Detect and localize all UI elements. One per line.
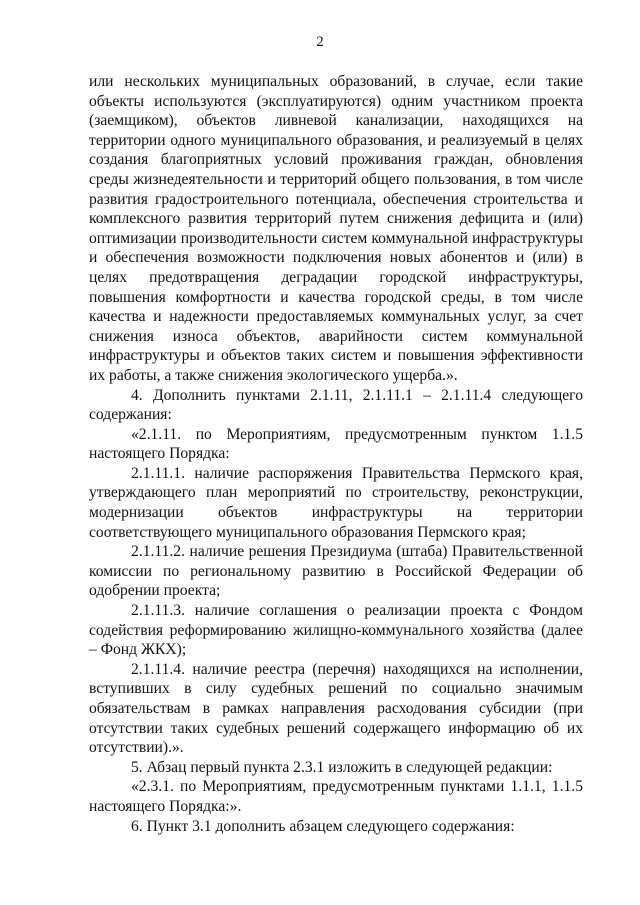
paragraph-item-6: 6. Пункт 3.1 дополнить абзацем следующего содержания: [131, 817, 515, 835]
document-body [89, 72, 583, 836]
paragraph-2-1-11: «2.1.11. по Мероприятиям, предусмотренным пунктом 1.1.5 настоящего Порядка: [89, 425, 583, 463]
paragraph-continuation: или нескольких муниципальных образований, в случае, если такие объекты используются (эксплуатируются) одним участником проекта (заемщиком), объектов ливневой канализации, находящихся на территории одного муниципального образования, и реализуемый в целях создания благоприятных условий проживания граждан, обновления среды жизнедеятельности и территорий общего пользования, в том числе развития градостроительного потенциала, обеспечения строительства и комплексного развития территорий путем снижения дефицита и (или) оптимизации производительности систем коммунальной инфраструктуры и обеспечения возможности подключения новых абонентов и (или) в целях предотвращения деградации городской инфраструктуры, повышения комфортности и качества городской среды, в том числе качества и надежности предоставляемых коммунальных услуг, за счет снижения износа объектов, аварийности систем коммунальной инфраструктуры и объектов таких систем и повышения эффективности их работы, а также снижения экологического ущерба.». [89, 73, 583, 384]
paragraph-2-1-11-1: 2.1.11.1. наличие распоряжения Правительства Пермского края, утверждающего план мероприятий по строительству, реконструкции, модернизации объектов инфраструктуры на территории соответствующего муниципального образования Пермского края; [89, 464, 583, 541]
paragraph-2-1-11-2: 2.1.11.2. наличие решения Президиума (штаба) Правительственной комиссии по региональному развитию в Российской Федерации об одобрении проекта; [89, 543, 583, 600]
paragraph-item-5: 5. Абзац первый пункта 2.3.1 изложить в следующей редакции: [131, 758, 553, 776]
paragraph-item-4: 4. Дополнить пунктами 2.1.11, 2.1.11.1 – 2.1.11.4 следующего содержания: [89, 386, 583, 424]
paragraph-2-1-11-3: 2.1.11.3. наличие соглашения о реализации проекта с Фондом содействия реформированию жилищно-коммунального хозяйства (далее – Фонд ЖКХ); [89, 602, 583, 659]
paragraph-2-3-1: «2.3.1. по Мероприятиям, предусмотренным пунктами 1.1.1, 1.1.5 настоящего Порядка:». [89, 778, 583, 815]
paragraph-2-1-11-4: 2.1.11.4. наличие реестра (перечня) находящихся на исполнении, вступивших в силу судебных решений по социально значимым обязательствам в рамках направления расходования субсидии (при отсутствии таких судебных решений содержащего информацию об их отсутствии).». [89, 660, 583, 757]
page-number: 2 [316, 34, 324, 50]
